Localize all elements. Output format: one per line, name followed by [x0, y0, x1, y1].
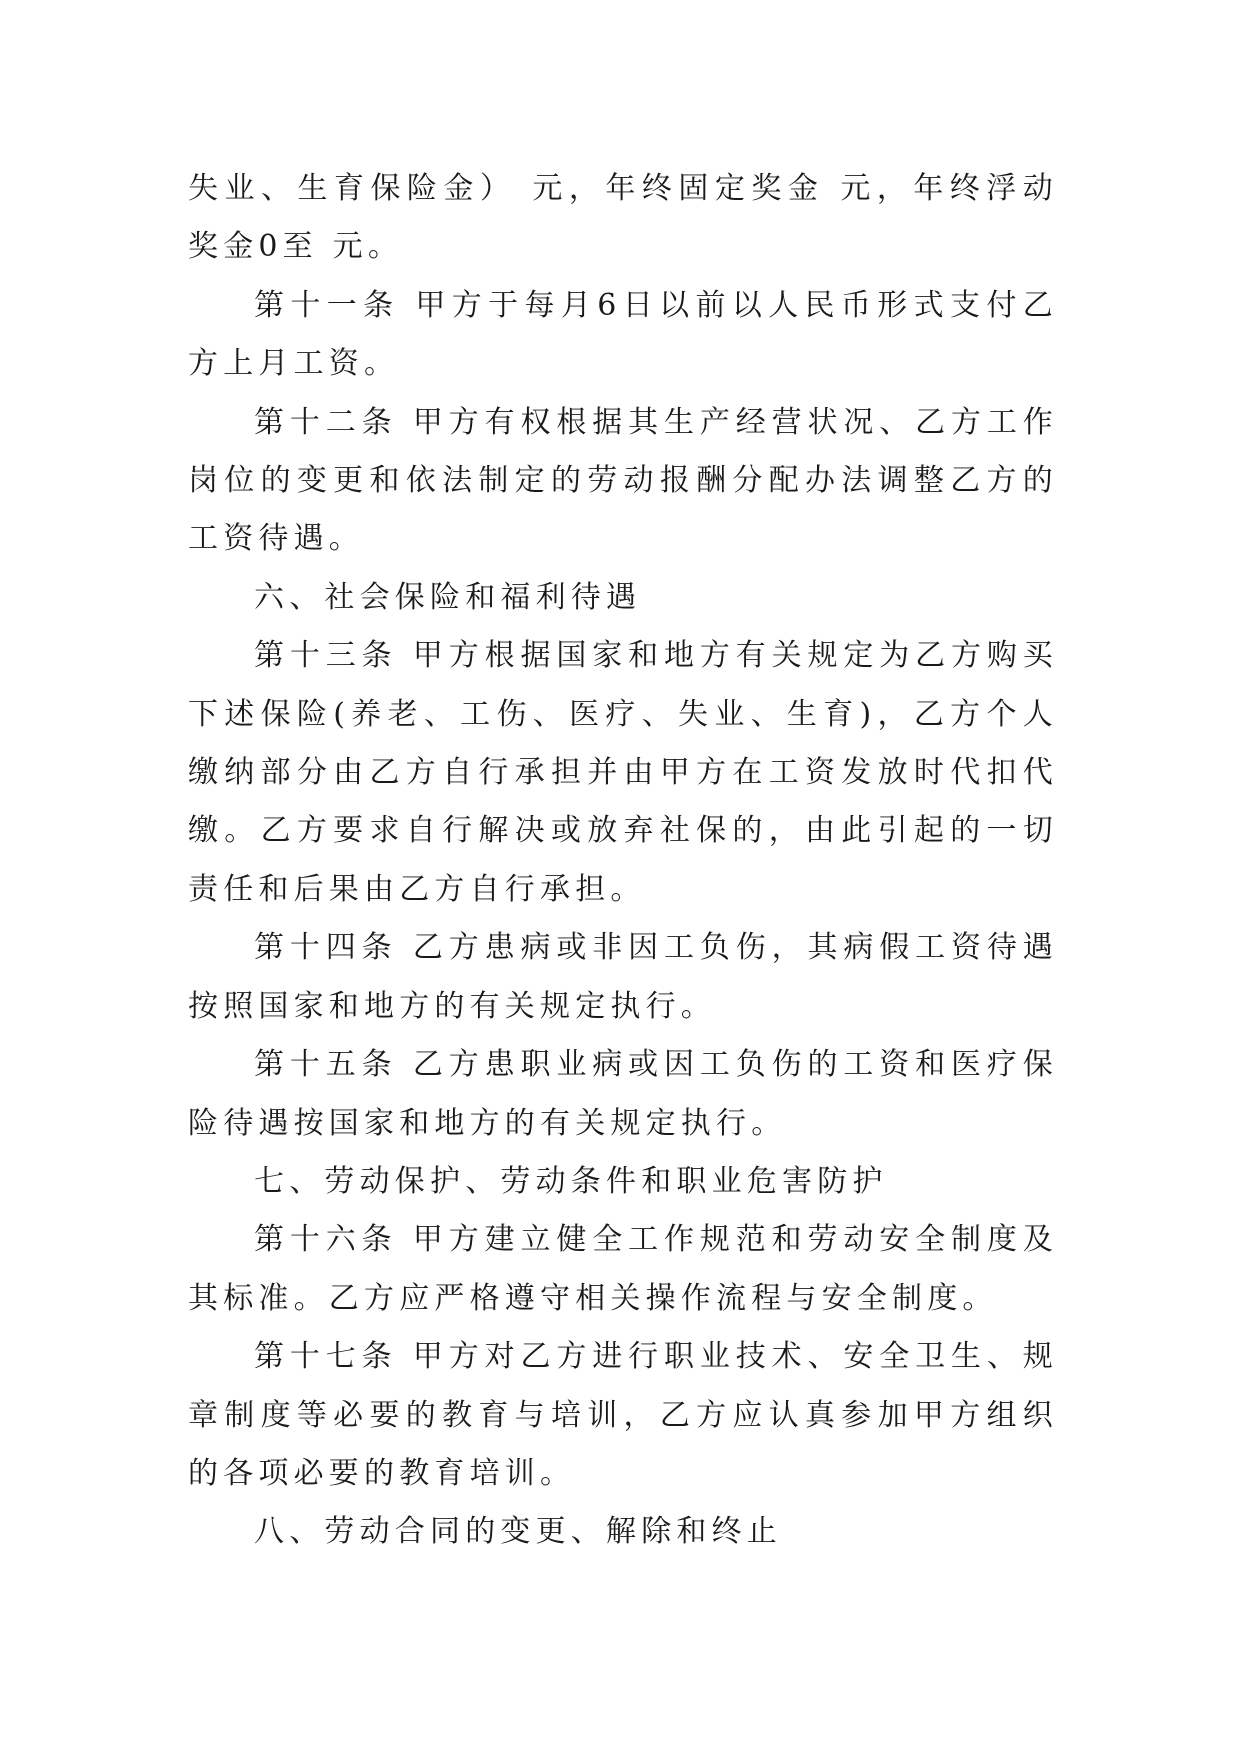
article-15: 第十五条 乙方患职业病或因工负伤的工资和医疗保险待遇按国家和地方的有关规定执行。 [188, 1047, 1058, 1141]
section-heading-labor-protection: 七、劳动保护、劳动条件和职业危害防护 [254, 1163, 888, 1199]
article-13: 第十三条 甲方根据国家和地方有关规定为乙方购买下述保险(养老、工伤、医疗、失业、生育)，乙方个人缴纳部分由乙方自行承担并由甲方在工资发放时代扣代缴。乙方要求自行解决或放弃社保的，由此引起的一切责任和后果由乙方自行承担。 [188, 638, 1058, 907]
article-14: 第十四条 乙方患病或非因工负伤，其病假工资待遇按照国家和地方的有关规定执行。 [188, 930, 1058, 1024]
article-11: 第十一条 甲方于每月6日以前以人民币形式支付乙方上月工资。 [188, 287, 1058, 382]
section-heading-contract-changes: 八、劳动合同的变更、解除和终止 [254, 1514, 782, 1550]
article-12: 第十二条 甲方有权根据其生产经营状况、乙方工作岗位的变更和依法制定的劳动报酬分配办法调整乙方的工资待遇。 [188, 404, 1058, 557]
document-body [188, 160, 1058, 1562]
section-heading-social-insurance: 六、社会保险和福利待遇 [254, 579, 642, 615]
article-17: 第十七条 甲方对乙方进行职业技术、安全卫生、规章制度等必要的教育与培训，乙方应认真参加甲方组织的各项必要的教育培训。 [188, 1339, 1058, 1491]
paragraph-salary-continuation: 失业、生育保险金） 元，年终固定奖金 元，年终浮动奖金0至 元。 [188, 171, 1058, 265]
article-16: 第十六条 甲方建立健全工作规范和劳动安全制度及其标准。乙方应严格遵守相关操作流程与安全制度。 [188, 1222, 1058, 1316]
